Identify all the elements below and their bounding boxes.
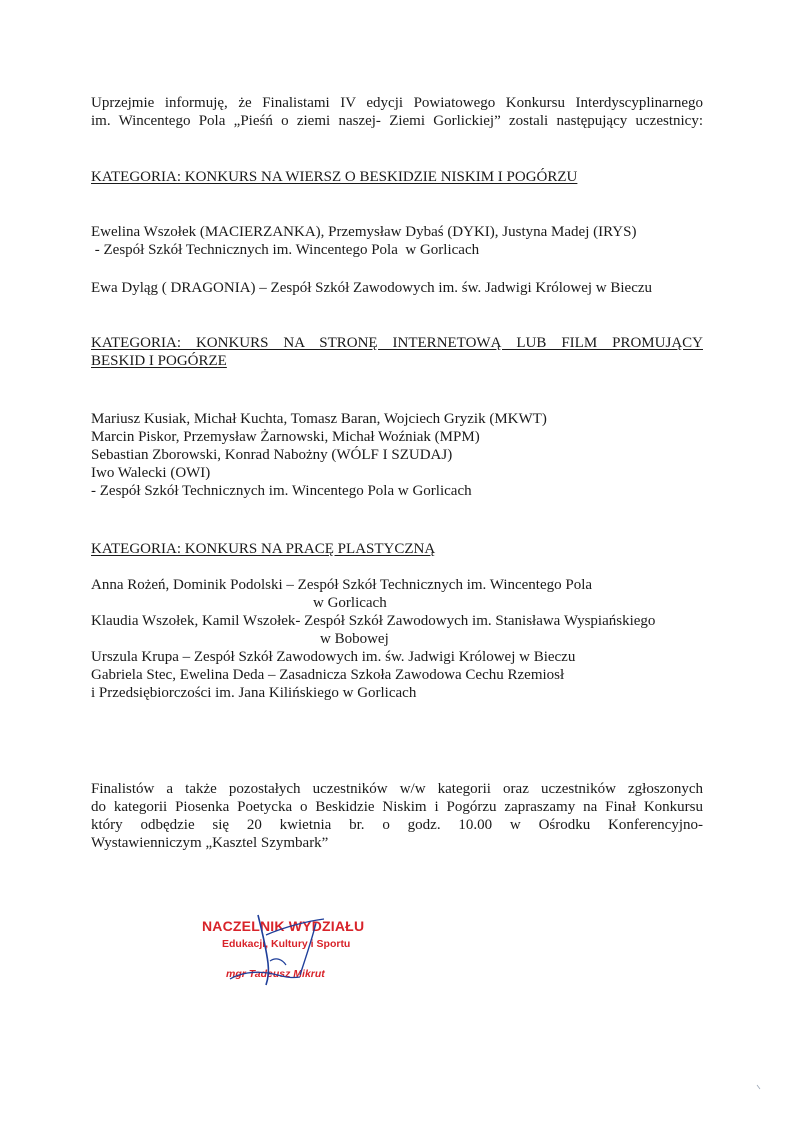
scan-mark-icon	[756, 1084, 762, 1090]
closing-paragraph	[91, 780, 703, 852]
intro-line-2: im. Wincentego Pola „Pieśń o ziemi naszej- Ziemi Gorlickiej” zostali następujący uczestnicy:	[91, 113, 703, 129]
entry-line: Ewa Dyląg ( DRAGONIA) – Zespół Szkół Zawodowych im. św. Jadwigi Królowej w Bieczu	[91, 280, 653, 296]
category-2-entries	[91, 410, 703, 500]
category-2-heading	[91, 334, 703, 370]
closing-line-3: który odbędzie się 20 kwietnia br. o godz. 10.00 w Ośrodku Konferencyjno-	[91, 817, 703, 833]
category-heading: KATEGORIA: KONKURS NA PRACĘ PLASTYCZNĄ	[91, 541, 436, 557]
official-stamp	[196, 913, 396, 993]
entry-line: Marcin Piskor, Przemysław Żarnowski, Michał Woźniak (MPM)	[91, 429, 480, 445]
entry-line: Gabriela Stec, Ewelina Deda – Zasadnicza Szkoła Zawodowa Cechu Rzemiosł	[91, 667, 565, 683]
entry-line: - Zespół Szkół Technicznych im. Wincentego Pola w Gorlicach	[91, 242, 480, 258]
entry-line: - Zespół Szkół Technicznych im. Wincentego Pola w Gorlicach	[91, 483, 472, 499]
entry-line: Mariusz Kusiak, Michał Kuchta, Tomasz Baran, Wojciech Gryzik (MKWT)	[91, 411, 547, 427]
closing-line-2: do kategorii Piosenka Poetycka o Beskidzie Niskim i Pogórzu zapraszamy na Finał Konkursu	[91, 799, 703, 815]
entry-line: Sebastian Zborowski, Konrad Nabożny (WÓLF I SZUDAJ)	[91, 447, 453, 463]
stamp-department: Edukacji, Kultury i Sportu	[222, 938, 351, 950]
entry-line: Iwo Walecki (OWI)	[91, 465, 211, 481]
category-heading: KATEGORIA: KONKURS NA WIERSZ O BESKIDZIE NISKIM I POGÓRZU	[91, 169, 578, 185]
category-heading-line-1: KATEGORIA: KONKURS NA STRONĘ INTERNETOWĄ LUB FILM PROMUJĄCY	[91, 335, 703, 351]
category-heading-line-2: BESKID I POGÓRZE	[91, 353, 227, 369]
entry-line: Ewelina Wszołek (MACIERZANKA), Przemysław Dybaś (DYKI), Justyna Madej (IRYS)	[91, 224, 637, 240]
closing-line-1: Finalistów a także pozostałych uczestników w/w kategorii oraz uczestników zgłoszonych	[91, 781, 703, 797]
entry-line: Urszula Krupa – Zespół Szkół Zawodowych im. św. Jadwigi Królowej w Bieczu	[91, 649, 576, 665]
entry-line: Klaudia Wszołek, Kamil Wszołek- Zespół Szkół Zawodowych im. Stanisława Wyspiańskiego	[91, 613, 656, 629]
category-1-entry-2	[91, 279, 703, 297]
closing-line-4: Wystawienniczym „Kasztel Szymbark”	[91, 835, 329, 851]
category-1-heading	[91, 168, 703, 186]
entry-line: w Bobowej	[320, 631, 389, 647]
entry-line: w Gorlicach	[313, 595, 387, 611]
category-3-heading	[91, 540, 703, 558]
intro-paragraph	[91, 94, 703, 130]
entry-line: Anna Rożeń, Dominik Podolski – Zespół Szkół Technicznych im. Wincentego Pola	[91, 577, 593, 593]
entry-line: i Przedsiębiorczości im. Jana Kilińskiego w Gorlicach	[91, 685, 417, 701]
category-1-entry-1	[91, 223, 703, 259]
stamp-name: mgr Tadeusz Mikrut	[226, 968, 325, 980]
handwritten-signature	[196, 913, 396, 993]
category-3-entries	[91, 576, 703, 702]
stamp-title: NACZELNIK WYDZIAŁU	[202, 918, 365, 934]
intro-line-1: Uprzejmie informuję, że Finalistami IV edycji Powiatowego Konkursu Interdyscyplinarnego	[91, 95, 703, 111]
